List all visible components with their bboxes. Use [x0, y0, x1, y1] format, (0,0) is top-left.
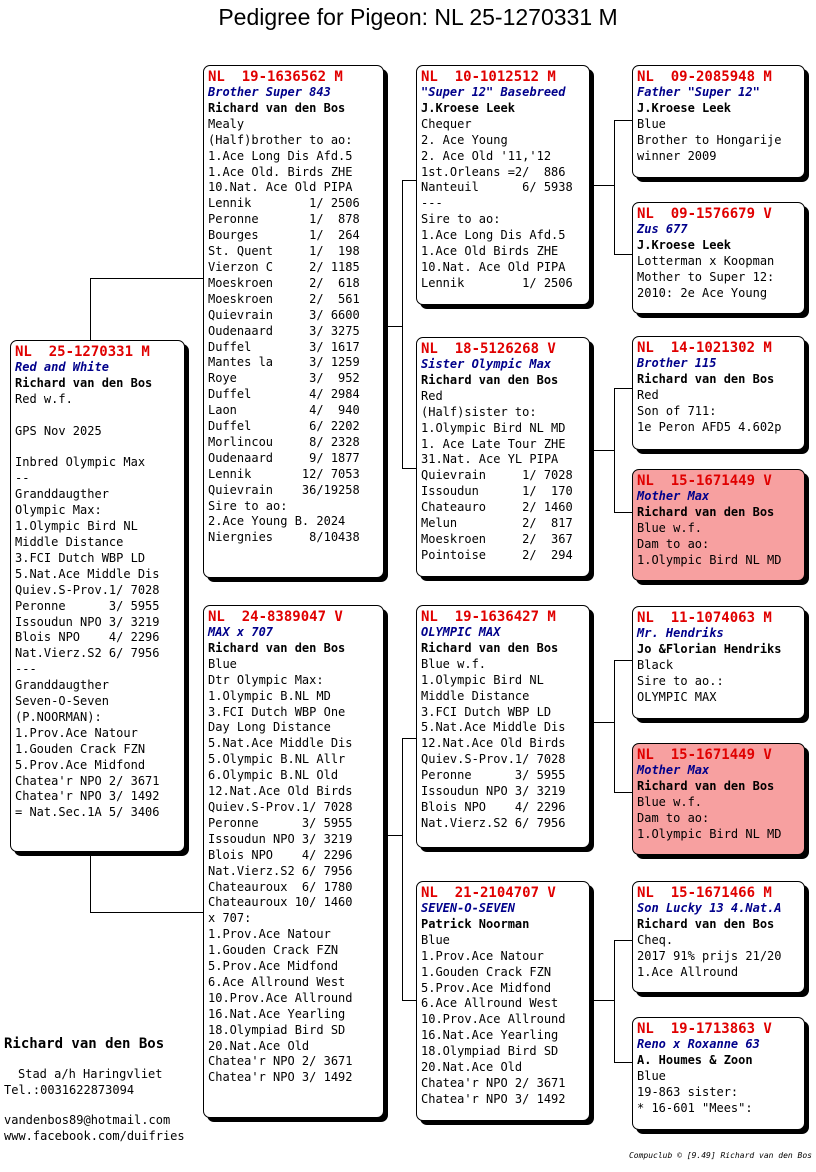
pedigree-line: Lennik 1/ 2506	[208, 196, 360, 211]
connector	[614, 660, 632, 661]
connector	[614, 120, 632, 121]
pedigree-line: Chateauro 2/ 1460	[421, 500, 573, 515]
pedigree-line: Chateauroux 6/ 1780	[208, 879, 353, 894]
connector	[614, 120, 615, 254]
pedigree-line: Lennik 12/ 7053	[208, 466, 360, 481]
connector	[90, 852, 91, 912]
pedigree-line: Duffel 4/ 2984	[208, 387, 360, 402]
pedigree-line: Peronne 3/ 5955	[421, 768, 566, 783]
page-title: Pedigree for Pigeon: NL 25-1270331 M	[218, 4, 618, 30]
pigeon-card-father-father[interactable]	[416, 65, 590, 305]
pedigree-line: 1.Ace Long Dis Afd.5	[208, 148, 353, 163]
pedigree-line: Issoudun 1/ 170	[421, 484, 573, 499]
breeder-email[interactable]: vandenbos89@hotmail.com	[4, 1113, 171, 1127]
pedigree-line: Black	[637, 657, 674, 672]
pigeon-owner: Richard van den Bos	[421, 640, 559, 655]
ring-number: NL 09-1576679 V	[637, 206, 772, 222]
pedigree-line: 12.Nat.Ace Old Birds	[208, 784, 353, 799]
pigeon-nickname: Mother Max	[637, 763, 710, 777]
pedigree-line: Blois NPO 4/ 2296	[208, 847, 353, 862]
pedigree-line: (Half)sister to:	[421, 404, 537, 419]
pigeon-card-mm-mother[interactable]	[632, 1017, 805, 1130]
pedigree-line: Seven-O-Seven	[15, 694, 109, 709]
pigeon-card-father[interactable]	[203, 65, 384, 578]
ring-number: NL 19-1636562 M	[208, 69, 343, 85]
ring-number: NL 15-1671466 M	[637, 885, 772, 901]
pigeon-owner: Richard van den Bos	[208, 100, 346, 115]
pedigree-line: Blois NPO 4/ 2296	[421, 799, 566, 814]
connector	[614, 940, 632, 941]
pedigree-line: ---	[15, 662, 37, 677]
pedigree-line: 20.Nat.Ace Old	[208, 1038, 310, 1053]
pedigree-line: 5.Prov.Ace Midfond	[15, 757, 146, 772]
pedigree-line: Olympic Max:	[15, 503, 102, 518]
pedigree-line: Chatea'r NPO 2/ 3671	[15, 773, 160, 788]
pigeon-nickname: SEVEN-O-SEVEN	[421, 901, 515, 915]
connector	[402, 738, 403, 1000]
pedigree-line: 5.Nat.Ace Middle Dis	[15, 566, 160, 581]
connector	[614, 388, 615, 512]
pigeon-card-father-mother[interactable]	[416, 337, 590, 577]
pedigree-line: 1.Prov.Ace Natour	[421, 948, 544, 963]
pedigree-line: Blois NPO 4/ 2296	[15, 630, 160, 645]
connector	[590, 450, 614, 451]
pedigree-line: Blue w.f.	[637, 520, 703, 535]
connector	[90, 278, 91, 340]
pedigree-line: 1.Olympic Bird NL MD	[637, 826, 782, 841]
pedigree-line: Dam to ao:	[637, 536, 710, 551]
pigeon-owner: Richard van den Bos	[208, 640, 346, 655]
connector	[90, 278, 204, 279]
pigeon-owner: J.Kroese Leek	[421, 100, 515, 115]
ring-number: NL 19-1636427 M	[421, 609, 556, 625]
pedigree-line: (P.NOORMAN):	[15, 709, 102, 724]
pedigree-line: Quiev.S-Prov.1/ 7028	[421, 752, 566, 767]
pedigree-line: 19-863 sister:	[637, 1084, 739, 1099]
pedigree-line: ---	[421, 196, 443, 211]
pedigree-line: 6.Olympic B.NL Old	[208, 768, 339, 783]
pedigree-line: Lotterman x Koopman	[637, 253, 775, 268]
pedigree-line: Chatea'r NPO 3/ 1492	[15, 789, 160, 804]
pigeon-owner: Jo &Florian Hendriks	[637, 641, 782, 656]
pedigree-line: Quiev.S-Prov.1/ 7028	[208, 799, 353, 814]
pedigree-line: Chatea'r NPO 2/ 3671	[421, 1075, 566, 1090]
pedigree-line: 2. Ace Young	[421, 132, 508, 147]
connector	[402, 1000, 417, 1001]
connector	[90, 912, 204, 913]
pedigree-line: Roye 3/ 952	[208, 371, 360, 386]
pedigree-line: Quievrain 36/19258	[208, 482, 360, 497]
pedigree-line: Blue	[637, 1068, 666, 1083]
pigeon-owner: Richard van den Bos	[637, 371, 775, 386]
pedigree-line: 1.Olympic Bird NL	[421, 672, 544, 687]
pedigree-line: 1.Prov.Ace Natour	[15, 725, 138, 740]
pigeon-nickname: Father "Super 12"	[637, 85, 760, 99]
pedigree-line: 1e Peron AFD5 4.602p	[637, 419, 782, 434]
pigeon-owner: A. Houmes & Zoon	[637, 1052, 753, 1067]
pigeon-owner: Richard van den Bos	[637, 778, 775, 793]
pedigree-line: Issoudun NPO 3/ 3219	[15, 614, 160, 629]
connector	[614, 388, 632, 389]
pedigree-line: Nat.Vierz.S2 6/ 7956	[421, 815, 566, 830]
pedigree-line: 10.Nat. Ace Old PIPA	[421, 259, 566, 274]
pedigree-line: winner 2009	[637, 148, 717, 163]
pedigree-line: Quiev.S-Prov.1/ 7028	[15, 582, 160, 597]
pedigree-line: Chatea'r NPO 3/ 1492	[421, 1091, 566, 1106]
pedigree-line: Day Long Distance	[208, 720, 331, 735]
pigeon-owner: Richard van den Bos	[637, 916, 775, 931]
pedigree-line: 1.Ace Long Dis Afd.5	[421, 228, 566, 243]
pedigree-line: Blue	[208, 656, 237, 671]
pedigree-line: Inbred Olympic Max	[15, 455, 146, 470]
pedigree-line: Vierzon C 2/ 1185	[208, 259, 360, 274]
pedigree-line: Quievrain 1/ 7028	[421, 468, 573, 483]
pedigree-line: Moeskroen 2/ 618	[208, 275, 360, 290]
pedigree-line: 2.Ace Young B. 2024	[208, 514, 346, 529]
pedigree-line: Mother to Super 12:	[637, 269, 775, 284]
pedigree-line: Nat.Vierz.S2 6/ 7956	[208, 863, 353, 878]
pedigree-line: 3.FCI Dutch WBP LD	[15, 550, 146, 565]
pigeon-owner: Richard van den Bos	[15, 375, 153, 390]
pedigree-line: = Nat.Sec.1A 5/ 3406	[15, 805, 160, 820]
pedigree-line: 1.Gouden Crack FZN	[208, 943, 339, 958]
pedigree-line: Mealy	[208, 116, 245, 131]
pedigree-line: Chatea'r NPO 2/ 3671	[208, 1054, 353, 1069]
pedigree-line: Nat.Vierz.S2 6/ 7956	[15, 646, 160, 661]
ring-number: NL 14-1021302 M	[637, 340, 772, 356]
ring-number: NL 21-2104707 V	[421, 885, 556, 901]
pigeon-nickname: Sister Olympic Max	[421, 357, 552, 371]
pedigree-line: 18.Olympiad Bird SD	[208, 1022, 346, 1037]
pigeon-nickname: Mother Max	[637, 489, 710, 503]
ring-number: NL 10-1012512 M	[421, 69, 556, 85]
pedigree-line: 1.Ace Allround	[637, 964, 739, 979]
pedigree-line: St. Quent 1/ 198	[208, 244, 360, 259]
pedigree-line: Peronne 1/ 878	[208, 212, 360, 227]
pedigree-line: Lennik 1/ 2506	[421, 275, 573, 290]
pedigree-line: 18.Olympiad Bird SD	[421, 1044, 559, 1059]
connector	[614, 254, 632, 255]
pedigree-line: Moeskroen 2/ 561	[208, 291, 360, 306]
pedigree-line: Oudenaard 3/ 3275	[208, 323, 360, 338]
pigeon-owner: J.Kroese Leek	[637, 100, 731, 115]
pedigree-line: Nanteuil 6/ 5938	[421, 180, 573, 195]
ring-number: NL 11-1074063 M	[637, 610, 772, 626]
pedigree-line: GPS Nov 2025	[15, 423, 102, 438]
pedigree-line: Peronne 3/ 5955	[15, 598, 160, 613]
pedigree-line: Peronne 3/ 5955	[208, 815, 353, 830]
connector	[590, 185, 614, 186]
connector	[384, 326, 402, 327]
pigeon-owner: Richard van den Bos	[637, 504, 775, 519]
pedigree-line: 1.Olympic Bird NL MD	[637, 552, 782, 567]
pedigree-line: 1.Olympic B.NL MD	[208, 688, 331, 703]
pedigree-line: Dam to ao:	[637, 810, 710, 825]
pedigree-line: Sire to ao:	[421, 212, 501, 227]
pigeon-nickname: Mr. Hendriks	[637, 626, 724, 640]
pedigree-line: Cheq.	[637, 932, 674, 947]
pedigree-line: Brother to Hongarije	[637, 132, 782, 147]
pigeon-nickname: "Super 12" Basebreed	[421, 85, 566, 99]
pedigree-line: * 16-601 "Mees":	[637, 1100, 753, 1115]
pedigree-line: Melun 2/ 817	[421, 516, 573, 531]
ring-number: NL 15-1671449 V	[637, 747, 772, 763]
pigeon-nickname: Reno x Roxanne 63	[637, 1037, 760, 1051]
breeder-facebook[interactable]: www.facebook.com/duifries	[4, 1129, 185, 1143]
pedigree-line: 1st.Orleans =2/ 886	[421, 164, 566, 179]
connector	[614, 940, 615, 1062]
breeder-info	[4, 1036, 185, 1144]
pedigree-line: 12.Nat.Ace Old Birds	[421, 736, 566, 751]
ring-number: NL 09-2085948 M	[637, 69, 772, 85]
connector	[614, 792, 632, 793]
pedigree-line: 6.Ace Allround West	[208, 974, 346, 989]
pigeon-owner: J.Kroese Leek	[637, 237, 731, 252]
pedigree-line: Chateauroux 10/ 1460	[208, 895, 353, 910]
pedigree-line: 1.Olympic Bird NL MD	[421, 420, 566, 435]
pigeon-card-mf-mother[interactable]	[632, 743, 805, 855]
connector	[590, 1000, 614, 1001]
pedigree-line: 20.Nat.Ace Old	[421, 1060, 523, 1075]
pedigree-line: Blue w.f.	[421, 656, 487, 671]
pedigree-line	[15, 440, 180, 456]
pigeon-card-fm-mother[interactable]	[632, 469, 805, 581]
pedigree-line: OLYMPIC MAX	[637, 689, 717, 704]
connector	[402, 180, 403, 468]
pedigree-line: 10.Prov.Ace Allround	[421, 1012, 566, 1027]
pedigree-line: 1.Olympic Bird NL	[15, 519, 138, 534]
pedigree-line: Red w.f.	[15, 391, 73, 406]
pigeon-card-fm-father[interactable]	[632, 336, 805, 450]
connector	[402, 738, 417, 739]
connector	[614, 660, 615, 792]
pedigree-line: Moeskroen 2/ 367	[421, 531, 573, 546]
pigeon-card-mother-father[interactable]	[416, 605, 590, 848]
pedigree-line: Issoudun NPO 3/ 3219	[421, 784, 566, 799]
pedigree-line: 5.Olympic B.NL Allr	[208, 752, 346, 767]
pedigree-line: Son of 711:	[637, 403, 717, 418]
pedigree-line: Dtr Olympic Max:	[208, 672, 324, 687]
pedigree-line: Blue	[637, 116, 666, 131]
ring-number: NL 24-8389047 V	[208, 609, 343, 625]
pigeon-card-mf-father[interactable]	[632, 606, 805, 719]
ring-number: NL 25-1270331 M	[15, 344, 150, 360]
pedigree-line: 16.Nat.Ace Yearling	[208, 1006, 346, 1021]
software-credit: Compuclub © [9.49] Richard van den Bos	[628, 1151, 812, 1160]
pedigree-line: 3.FCI Dutch WBP LD	[421, 704, 552, 719]
pedigree-line: 31.Nat. Ace YL PIPA	[421, 452, 559, 467]
pigeon-nickname: MAX x 707	[208, 625, 274, 639]
pedigree-line: Chatea'r NPO 3/ 1492	[208, 1070, 353, 1085]
connector	[402, 468, 417, 469]
ring-number: NL 19-1713863 V	[637, 1021, 772, 1037]
pigeon-nickname: Brother Super 843	[208, 85, 331, 99]
pigeon-owner: Patrick Noorman	[421, 916, 530, 931]
pigeon-nickname: Son Lucky 13 4.Nat.A	[637, 901, 782, 915]
breeder-address: Stad a/h Haringvliet	[18, 1067, 163, 1081]
pigeon-card-ff-mother[interactable]	[632, 202, 805, 314]
pedigree-line: Middle Distance	[421, 688, 530, 703]
pedigree-line: Red	[421, 388, 443, 403]
breeder-phone: Tel.:0031622873094	[4, 1083, 135, 1097]
pedigree-line: Morlincou 8/ 2328	[208, 434, 360, 449]
pedigree-line: (Half)brother to ao:	[208, 132, 353, 147]
pedigree-line: 1.Ace Old. Birds ZHE	[208, 164, 353, 179]
pedigree-line: Mantes la 3/ 1259	[208, 355, 360, 370]
pedigree-line: Sire to ao:	[208, 498, 288, 513]
breeder-name: Richard van den Bos	[4, 1036, 165, 1052]
pedigree-line: Oudenaard 9/ 1877	[208, 450, 360, 465]
pedigree-line: Duffel 6/ 2202	[208, 419, 360, 434]
connector	[402, 180, 417, 181]
pedigree-line: Blue w.f.	[637, 794, 703, 809]
pigeon-card-mother-mother[interactable]	[416, 881, 590, 1121]
ring-number: NL 18-5126268 V	[421, 341, 556, 357]
pedigree-line: Blue	[421, 932, 450, 947]
pedigree-line: 1.Ace Old Birds ZHE	[421, 244, 559, 259]
pedigree-line: 2. Ace Old '11,'12	[421, 148, 552, 163]
connector	[614, 1062, 632, 1063]
connector	[384, 835, 402, 836]
pigeon-nickname: Red and White	[15, 360, 109, 374]
pedigree-line: 5.Prov.Ace Midfond	[208, 959, 339, 974]
connector	[590, 722, 614, 723]
connector	[614, 512, 632, 513]
pedigree-line: 1.Prov.Ace Natour	[208, 927, 331, 942]
pedigree-line: 3.FCI Dutch WBP One	[208, 704, 346, 719]
pedigree-line: Quievrain 3/ 6600	[208, 307, 360, 322]
pigeon-card-ff-father[interactable]	[632, 65, 805, 178]
pedigree-line: Chequer	[421, 116, 472, 131]
pedigree-line: Granddaugther	[15, 487, 109, 502]
pedigree-line: 1.Gouden Crack FZN	[15, 741, 146, 756]
pedigree-line: 5.Prov.Ace Midfond	[421, 980, 552, 995]
pedigree-line: 6.Ace Allround West	[421, 996, 559, 1011]
pedigree-line: 16.Nat.Ace Yearling	[421, 1028, 559, 1043]
pedigree-line: 2010: 2e Ace Young	[637, 285, 768, 300]
ring-number: NL 15-1671449 V	[637, 473, 772, 489]
pedigree-line: Bourges 1/ 264	[208, 228, 360, 243]
pedigree-line: Laon 4/ 940	[208, 403, 360, 418]
pedigree-line: Red	[637, 387, 659, 402]
pedigree-line: 10.Nat. Ace Old PIPA	[208, 180, 353, 195]
pedigree-line	[15, 408, 180, 424]
pigeon-owner: Richard van den Bos	[421, 372, 559, 387]
pedigree-line: x 707:	[208, 911, 252, 926]
pigeon-nickname: OLYMPIC MAX	[421, 625, 501, 639]
pedigree-line: Sire to ao.:	[637, 673, 724, 688]
pigeon-card-mm-father[interactable]	[632, 881, 805, 993]
pigeon-nickname: Zus 677	[637, 222, 688, 236]
pedigree-line: Duffel 3/ 1617	[208, 339, 360, 354]
pedigree-line: 1.Gouden Crack FZN	[421, 964, 552, 979]
pedigree-line: 5.Nat.Ace Middle Dis	[208, 736, 353, 751]
pedigree-line: Granddaugther	[15, 678, 109, 693]
pedigree-line: 1. Ace Late Tour ZHE	[421, 436, 566, 451]
pedigree-line: 5.Nat.Ace Middle Dis	[421, 720, 566, 735]
pedigree-line: Issoudun NPO 3/ 3219	[208, 831, 353, 846]
pigeon-card-subject[interactable]	[10, 340, 185, 852]
pigeon-card-mother[interactable]	[203, 605, 384, 1118]
pedigree-line: Niergnies 8/10438	[208, 530, 360, 545]
pedigree-line: Middle Distance	[15, 534, 124, 549]
pedigree-line: 10.Prov.Ace Allround	[208, 990, 353, 1005]
pedigree-line: 2017 91% prijs 21/20	[637, 948, 782, 963]
pedigree-line: Pointoise 2/ 294	[421, 547, 573, 562]
pedigree-line: --	[15, 471, 30, 486]
pigeon-nickname: Brother 115	[637, 356, 717, 370]
